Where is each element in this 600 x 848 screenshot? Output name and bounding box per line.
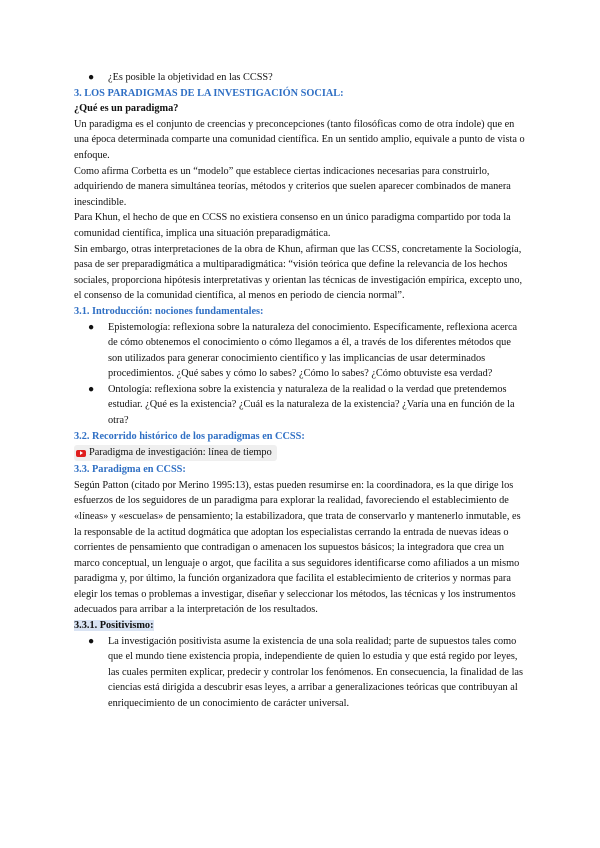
list-item-text: Epistemología: reflexiona sobre la naturaleza del conocimiento. Específicamente, reflexiona acerca de cómo obtenemos el conocimiento o cómo llegamos a él, a través de los diferentes métodos que son utilizados para generar conocimiento científico y las implicancias de usar determinados procedimientos. ¿Qué sabes y cómo lo sabes? ¿Cómo lo sabes? ¿Cómo obtuviste esa verdad? bbox=[108, 321, 518, 380]
section-3-1-bullet-list bbox=[74, 320, 526, 429]
section-3-3-heading: 3.3. Paradigma en CCSS: bbox=[74, 464, 186, 476]
section-3-3-1-heading: 3.3.1. Positivismo: bbox=[74, 620, 154, 632]
document-body bbox=[74, 70, 526, 712]
section-3-2-heading: 3.2. Recorrido histórico de los paradigmas en CCSS: bbox=[74, 430, 305, 442]
video-link-chip[interactable] bbox=[74, 445, 277, 461]
paradigm-question-heading: ¿Qué es un paradigma? bbox=[74, 103, 179, 115]
section-3-heading: 3. LOS PARADIGMAS DE LA INVESTIGACIÓN SOCIAL: bbox=[74, 87, 344, 99]
list-item bbox=[74, 382, 526, 429]
bullet-dot: ● bbox=[88, 383, 95, 395]
intro-bullet-list bbox=[74, 70, 526, 86]
list-item-text: ¿Es posible la objetividad en las CCSS? bbox=[108, 72, 273, 83]
paragraph: Un paradigma es el conjunto de creencias y preconcepciones (tanto filosóficas como de otra índole) que en una época determinada comparte una comunidad científica. En un sentido amplio, equivale a punto de vista o enfoque. bbox=[74, 118, 525, 161]
list-item bbox=[74, 320, 526, 382]
list-item-text: La investigación positivista asume la existencia de una sola realidad; parte de supuestos tales como que el mundo tiene existencia propia, independiente de quien lo estudia y que está regido por leyes, las cuales permiten explicar, predecir y controlar los fenómenos. En consecuencia, la finalidad de las ciencias está dirigida a descubrir esas leyes, a arribar a generalizaciones teóricas que contribuyan al enriquecimiento de un conocimiento de carácter universal. bbox=[108, 635, 524, 710]
section-3-3-1-bullet-list bbox=[74, 634, 526, 712]
bullet-dot: ● bbox=[88, 635, 95, 647]
video-link-row bbox=[74, 444, 526, 462]
paragraph: Como afirma Corbetta es un “modelo” que establece ciertas indicaciones necesarias para construirlo, adquiriendo de manera simultánea teorías, métodos y criterios que suelen aparecer combinados de manera inescindible. bbox=[74, 165, 511, 208]
list-item-text: Ontología: reflexiona sobre la existencia y naturaleza de la realidad o la verdad que pretendemos estudiar. ¿Qué es la existencia? ¿Cuál es la naturaleza de la existencia? ¿Varía una en función de la otra? bbox=[108, 383, 515, 427]
paragraph: Sin embargo, otras interpretaciones de la obra de Khun, afirman que las CCSS, concretamente la Sociología, pasa de ser preparadigmática a multiparadigmática: “visión teórica que define la relevancia de los hechos sociales, proporciona hipótesis interpretativas y orientan las técnicas de investigación empírica, excepto uno, el consenso de la comunidad científica, al menos en periodo de ciencia normal”. bbox=[74, 243, 523, 302]
video-link-label[interactable]: Paradigma de investigación: línea de tiempo bbox=[89, 447, 272, 459]
list-item bbox=[74, 70, 526, 86]
list-item bbox=[74, 634, 526, 712]
section-3-1-heading: 3.1. Introducción: nociones fundamentales: bbox=[74, 305, 264, 317]
section-3-3-1-heading-row bbox=[74, 618, 526, 634]
bullet-dot: ● bbox=[88, 72, 95, 83]
paragraph: Según Patton (citado por Merino 1995:13), estas pueden resumirse en: la coordinadora, es la que dirige los esfuerzos de los seguidores de un paradigma para explorar la realidad, favoreciendo el establecimiento de «líneas» y «escuelas» de pensamiento; la estabilizadora, que trata de conservarlo y mantenerlo inmutable, es la responsable de la actitud dogmática que adoptan los especialistas cerrando la entrada de nuevas ideas o corrientes de pensamiento que contradigan o amenacen los supuestos básicos; la integradora que crea un marco conceptual, un lenguaje o argot, que facilita a sus seguidores identificarse como afiliados a un mismo paradigma y, por último, la función organizadora que facilita el establecimiento de criterios y normas para elegir los temas o problemas a investigar, diseñar y seleccionar los métodos, las técnicas y los instrumentos adecuados para arribar a la interpretación de los resultados. bbox=[74, 479, 521, 616]
paragraph: Para Khun, el hecho de que en CCSS no existiera consenso en un único paradigma compartido por toda la comunidad científica, implica una situación preparadigmática. bbox=[74, 212, 511, 239]
youtube-icon bbox=[76, 450, 86, 457]
bullet-dot: ● bbox=[88, 321, 95, 333]
